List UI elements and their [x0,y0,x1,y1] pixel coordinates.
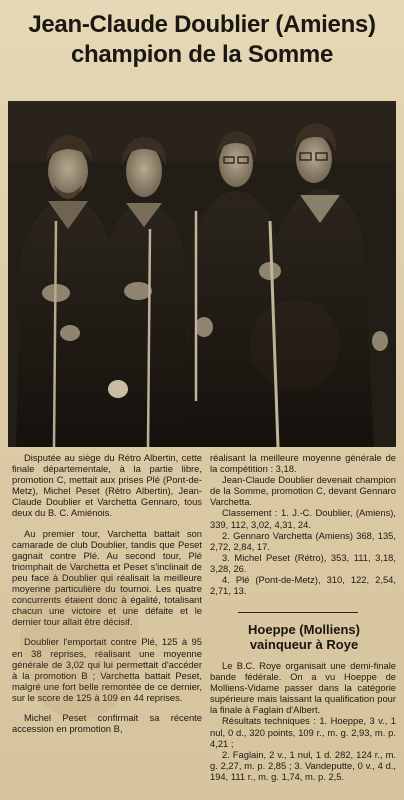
article-left-column [12,452,202,734]
sidebar-paragraph-1: Le B.C. Roye organisait une demi-finale bande fédérale. On a vu Hoeppe de Molliens-Vidame passer dans la catégorie supérieure mais laissant la qualification pour la finale à Faglain d'Albert. [210,660,396,716]
sidebar-title-line-1: Hoeppe (Molliens) [248,622,360,637]
ranking-3: 3. Michel Peset (Rétro), 353, 111, 3,18, 3,28, 26. [210,551,396,574]
sidebar-title-line-2: vainqueur à Roye [249,637,359,652]
article-champion-line: Jean-Claude Doublier devenait champion de la Somme, promotion C, devant Gennaro Varchetta. [210,474,396,508]
headline-line-1: Jean-Claude Doublier (Amiens) [28,11,376,38]
sidebar-article [210,660,396,782]
ranking-1: Classement : 1. J.-C. Doublier, (Amiens), 339, 112, 3,02, 4,31, 24. [210,507,396,530]
article-right-column [210,452,396,596]
section-divider [238,612,358,613]
headline-line-2: champion de la Somme [70,41,334,68]
sidebar-results-1: Résultats techniques : 1. Hoeppe, 3 v., 1 nul, 0 d., 320 points, 109 r., m. g. 2,93, m. p. 4,21 ; [210,715,396,749]
headline [8,10,396,70]
ranking-2: 2. Gennaro Varchetta (Amiens) 368, 135, 2,72, 2,84, 17. [210,529,396,552]
article-continuation: réalisant la meilleure moyenne générale de la compétition : 3,18. [210,452,396,475]
sidebar-title [212,622,396,652]
ranking-4: 4. Plé (Pont-de-Metz), 310, 122, 2,54, 2,71, 13. [210,574,396,597]
sidebar-results-2: 2. Faglain, 2 v., 1 nul, 1 d. 282, 124 r., m. g. 2,27, m. p. 2,85 ; 3. Vandeputte, 0 v., 4 d., 194, 111 r., m. g. 1,74, m. p. 2,5. [210,748,396,782]
article-paragraph-3: Doublier l'emportait contre Plé, 125 à 95 en 38 reprises, réalisant une moyenne générale de 3,02 qui lui permettait d'accéder à la promotion B ; Varchetta battait Peset, malgré une fort belle remontée de ce dernier, sur le score de 125 à 109 en 44 reprises. [12,636,202,703]
players-photo-image [8,101,396,447]
players-photo [8,101,396,447]
article-paragraph-2: Au premier tour, Varchetta battait son camarade de club Doublier, tandis que Peset gagnait contre Plé. Au second tour, Plé triomphait de Varchetta et Peset s'inclinait de peu face à Doublier qui réalisait la meilleure moyenne particulière du tournoi. Les quatre concurrents étaient donc à égalité, totalisant chacun une victoire et une défaite et le dernier tour allait être décisif. [12,527,202,628]
article-paragraph-1: Disputée au siège du Rétro Albertin, cette finale départementale, à la partie libre, promotion C, mettait aux prises Plé (Pont-de-Metz), Michel Peset (Rétro Albertin), Jean-Claude Doublier et Varchetta Gennaro, tous deux du B. C. Amiénois. [12,452,202,519]
article-paragraph-4: Michel Peset confirmait sa récente accession en promotion B, [12,711,202,735]
